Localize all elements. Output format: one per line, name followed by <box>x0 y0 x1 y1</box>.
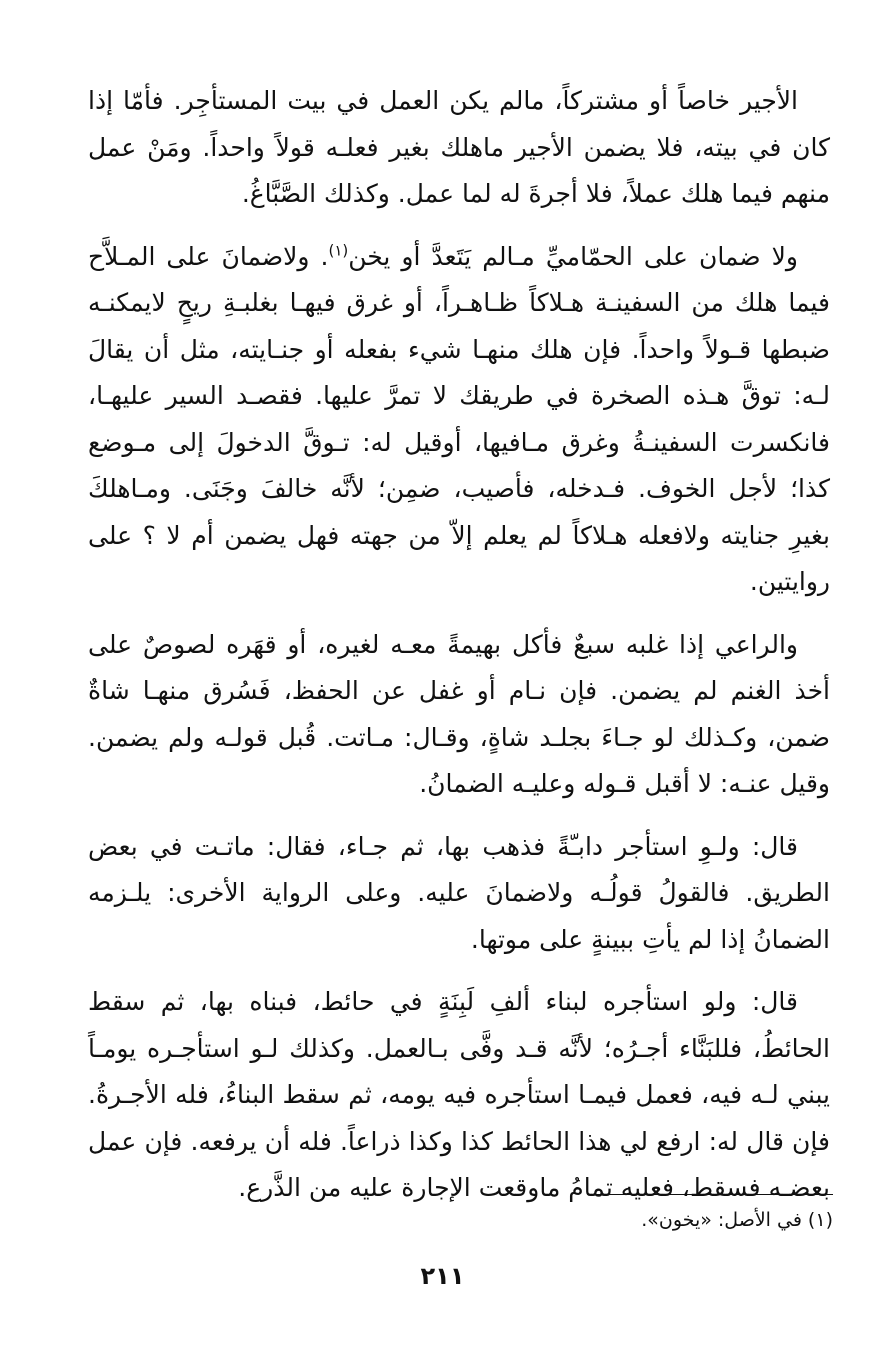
paragraph-4 <box>88 824 830 964</box>
paragraph-text: الأجير خاصاً أو مشتركاً، مالم يكن العمل في بيت المستأجِر. فأمّا إذا كان في بيته، فلا يضمن الأجير ماهلك بغير فعلـه قولاً واحداً. ومَنْ عمل منهم فيما هلك عملاً، فلا أجرةَ له لما عمل. وكذلك الصَّبَّاغُ. <box>88 86 830 208</box>
page-number: ٢١١ <box>420 1262 465 1290</box>
paragraph-text: ولا ضمان على الحمّاميِّ مـالم يَتَعدَّ أو يخن <box>348 241 798 271</box>
body-text <box>88 78 830 1228</box>
paragraph-1 <box>88 78 830 218</box>
paragraph-text: قال: ولـوِ استأجر دابـّةً فذهب بها، ثم جـاء، فقال: ماتـت في بعض الطريق. فالقولُ قولُـه ولاضمانَ عليه. وعلى الرواية الأخرى: يلـزمه الضمانُ إذا لم يأتِ ببينةٍ على موتها. <box>88 831 830 954</box>
paragraph-text: قال: ولو استأجره لبناء ألفِ لَبِنَةٍ في حائط، فبناه بها، ثم سقط الحائطُ، فللبَنَّاء أجـرُه؛ لأنَّه قـد وفَّى بـالعمل. وكذلك لـو استأجـره يومـاً يبني لـه فيه، فعمل فيمـا استأجره فيه يومه، ثم سقط البناءُ، فله الأجـرةُ. فإن قال له: ارفع لي هذا الحائط كذا وكذا ذراعاً. فله أن يرفعه. فإن عمل بعضـه فسقط، فعليه تمامُ ماوقعت الإجارة عليه من الذَّرع. <box>88 987 830 1202</box>
footnote-reference[interactable]: (١) <box>328 241 349 260</box>
paragraph-text: والراعي إذا غلبه سبعٌ فأكل بهيمةً معـه لغيره، أو قهَره لصوصٌ على أخذ الغنم لم يضمن. فإن نـام أو غفل عن الحفظ، فَسُرق منهـا شاةٌ ضمن، وكـذلك لو جـاءَ بجلـد شاةٍ، وقـال: مـاتت. قُبل قولـه ولم يضمن. وقيل عنـه: لا أقبل قـوله وعليـه الضمانُ. <box>88 629 830 798</box>
paragraph-2 <box>88 234 830 606</box>
footnote-divider <box>594 1194 833 1195</box>
paragraph-text-continued: . ولاضمانَ على المـلاَّح فيما هلك من السفينـة هـلاكاً ظـاهـراً، أو غرق فيهـا بغلبـةِ ريحٍ لايمكنـه ضبطها قـولاً واحداً. فإن هلك منهـا شيء بفعله أو جنـايته، مثل أن يقالَ لـه: توقَّ هـذه الصخرة في طريقك لا تمرَّ عليها. فقصـد السير عليهـا، فانكسرت السفينـةُ وغرق مـافيها، أوقيل له: تـوقَّ الدخولَ إلى مـوضع كذا؛ لأجل الخوف. فـدخله، فأصيب، ضمِن؛ لأنَّه خالفَ وجَنَى. ومـاهلكَ بغيرِ جنايته ولافعله هـلاكاً لم يعلم إلاّ من جهته فهل يضمن أم لا ؟ على روايتين. <box>88 241 830 596</box>
footnote: (١) في الأصل: «يخون». <box>641 1209 833 1231</box>
paragraph-5 <box>88 979 830 1212</box>
paragraph-3 <box>88 622 830 808</box>
